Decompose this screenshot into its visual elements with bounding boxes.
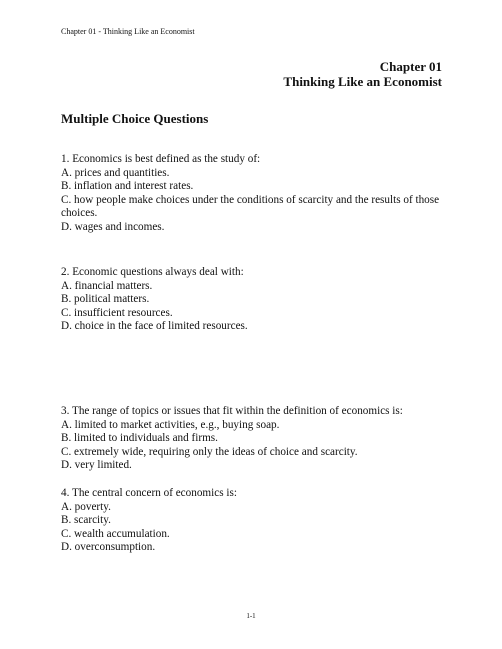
question-stem: 3. The range of topics or issues that fit within the definition of economics is: bbox=[61, 405, 403, 417]
question-2 bbox=[61, 266, 441, 334]
answer-option-d: D. choice in the face of limited resources. bbox=[61, 320, 248, 333]
answer-option-b: B. limited to individuals and firms. bbox=[61, 432, 218, 445]
answer-option-b: B. scarcity. bbox=[61, 514, 111, 527]
answer-option-b: B. political matters. bbox=[61, 293, 150, 306]
answer-option-c: C. insufficient resources. bbox=[61, 306, 173, 319]
running-header: Chapter 01 - Thinking Like an Economist bbox=[61, 27, 195, 36]
answer-option-d: D. overconsumption. bbox=[61, 541, 156, 554]
question-3 bbox=[61, 405, 441, 473]
page-number: 1-1 bbox=[246, 612, 256, 620]
question-1 bbox=[61, 153, 441, 235]
chapter-title: Thinking Like an Economist bbox=[283, 74, 442, 89]
question-stem: 1. Economics is best defined as the study of: bbox=[61, 153, 261, 165]
chapter-number: Chapter 01 bbox=[379, 59, 442, 74]
question-stem: 4. The central concern of economics is: bbox=[61, 487, 237, 499]
answer-option-a: A. financial matters. bbox=[61, 279, 153, 292]
answer-option-c: C. how people make choices under the conditions of scarcity and the results of those choices. bbox=[61, 193, 440, 220]
question-4 bbox=[61, 487, 441, 555]
answer-option-c: C. extremely wide, requiring only the ideas of choice and scarcity. bbox=[61, 445, 358, 458]
answer-option-a: A. limited to market activities, e.g., buying soap. bbox=[61, 418, 280, 431]
answer-option-d: D. very limited. bbox=[61, 459, 132, 472]
answer-option-c: C. wealth accumulation. bbox=[61, 527, 170, 540]
chapter-heading bbox=[283, 59, 442, 89]
section-title: Multiple Choice Questions bbox=[61, 111, 209, 126]
question-stem: 2. Economic questions always deal with: bbox=[61, 266, 244, 278]
answer-option-a: A. prices and quantities. bbox=[61, 166, 170, 179]
answer-option-d: D. wages and incomes. bbox=[61, 220, 165, 233]
answer-option-a: A. poverty. bbox=[61, 500, 111, 513]
answer-option-b: B. inflation and interest rates. bbox=[61, 180, 194, 193]
